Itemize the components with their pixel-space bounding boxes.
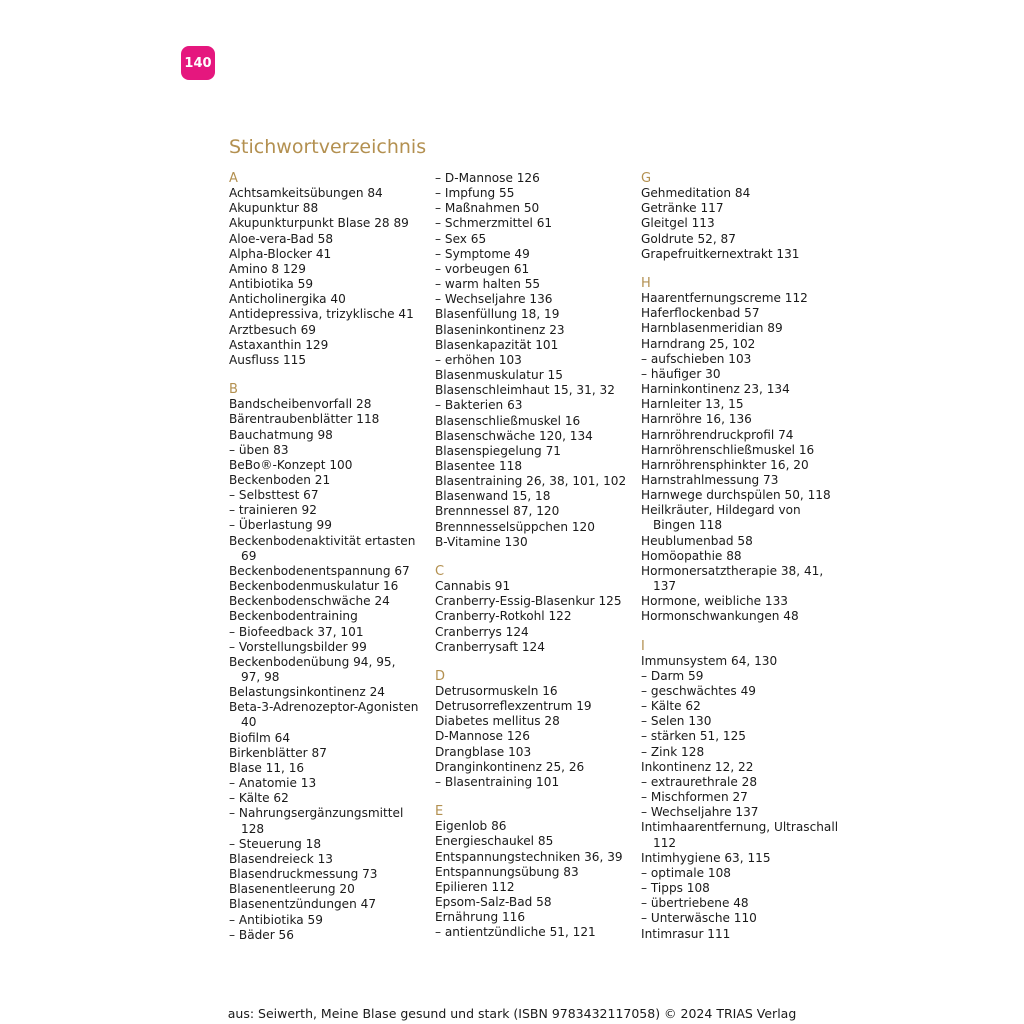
index-entry: Ausfluss 115 xyxy=(229,352,307,367)
index-entry: – Tipps 108 xyxy=(641,881,710,896)
index-entry: – Schmerzmittel 61 xyxy=(435,216,553,231)
index-entry: Alpha-Blocker 41 xyxy=(229,246,332,261)
index-entry: Intimrasur 111 xyxy=(641,926,731,941)
index-entry: – optimale 108 xyxy=(641,865,731,880)
index-entry: Biofilm 64 xyxy=(229,730,291,745)
index-entry: Cranberrysaft 124 xyxy=(435,639,545,654)
index-entry: Blasenfüllung 18, 19 xyxy=(435,307,560,322)
index-entry: Antibiotika 59 xyxy=(229,277,314,292)
index-entry: Entspannungstechniken 36, 39 xyxy=(435,849,623,864)
index-entry: – warm halten 55 xyxy=(435,277,541,292)
index-entry: Harnröhre 16, 136 xyxy=(641,412,752,427)
index-entry: – Selen 130 xyxy=(641,714,712,729)
index-entry: Dranginkontinenz 25, 26 xyxy=(435,759,585,774)
index-entry: – Nahrungsergänzungsmittel xyxy=(229,806,404,821)
index-entry: – Darm 59 xyxy=(641,668,704,683)
index-entry: Hormonersatztherapie 38, 41, xyxy=(641,563,824,578)
index-entry: Epsom-Salz-Bad 58 xyxy=(435,895,552,910)
index-entry: Beckenboden 21 xyxy=(229,472,331,487)
index-entry: Heilkräuter, Hildegard von xyxy=(641,503,801,518)
index-entry: Blasenschleimhaut 15, 31, 32 xyxy=(435,383,615,398)
section-letter: A xyxy=(229,171,238,186)
index-entry: Cranberrys 124 xyxy=(435,624,529,639)
index-entry: Entspannungsübung 83 xyxy=(435,864,579,879)
source-footer: aus: Seiwerth, Meine Blase gesund und stark (ISBN 9783432117058) © 2024 TRIAS Verlag xyxy=(227,1006,797,1021)
index-entry: Ernährung 116 xyxy=(435,910,526,925)
index-entry: – Bäder 56 xyxy=(229,927,294,942)
index-column-3 xyxy=(641,171,839,942)
page-title: Stichwortverzeichnis xyxy=(229,136,427,158)
index-entry: Anticholinergika 40 xyxy=(229,292,346,307)
index-entry: Blaseninkontinenz 23 xyxy=(435,322,565,337)
index-entry: Gehmeditation 84 xyxy=(641,186,751,201)
index-entry: Blasenkapazität 101 xyxy=(435,337,559,352)
index-entry: – Mischformen 27 xyxy=(641,790,748,805)
index-entry: – trainieren 92 xyxy=(229,503,317,518)
index-entry: Blasenspiegelung 71 xyxy=(435,443,561,458)
section-letter: G xyxy=(641,171,652,186)
index-entry: – Überlastung 99 xyxy=(229,518,332,533)
index-entry: – Vorstellungsbilder 99 xyxy=(229,639,367,654)
index-entry: Bauchatmung 98 xyxy=(229,427,333,442)
section-letter: B xyxy=(229,382,238,398)
section-gap xyxy=(229,368,419,382)
index-entry: Harnröhrendruckprofil 74 xyxy=(641,427,794,442)
index-entry: – Impfung 55 xyxy=(435,186,515,201)
index-entry: Brennnesselsüppchen 120 xyxy=(435,519,595,534)
index-entry: Achtsamkeitsübungen 84 xyxy=(229,186,383,201)
index-entry: – Kälte 62 xyxy=(641,699,701,714)
index-entry: Akupunkturpunkt Blase 28 89 xyxy=(229,216,409,231)
index-entry: – antientzündliche 51, 121 xyxy=(435,925,596,940)
index-entry: Amino 8 129 xyxy=(229,261,306,276)
index-entry: Grapefruitkernextrakt 131 xyxy=(641,246,800,261)
index-entry: Cannabis 91 xyxy=(435,579,511,594)
index-entry: – häufiger 30 xyxy=(641,366,721,381)
index-entry: – Sex 65 xyxy=(435,231,487,246)
index-entry: – Bakterien 63 xyxy=(435,398,523,413)
index-entry: – Biofeedback 37, 101 xyxy=(229,624,364,639)
index-entry: Heublumenbad 58 xyxy=(641,533,753,548)
index-entry: Blase 11, 16 xyxy=(229,760,305,775)
index-entry: – Wechseljahre 137 xyxy=(641,805,759,820)
index-entry-continuation: 40 xyxy=(241,715,257,730)
index-entry: BeBo®-Konzept 100 xyxy=(229,457,353,472)
index-entry: – Symptome 49 xyxy=(435,246,530,261)
index-entry-continuation: 112 xyxy=(653,835,677,850)
index-entry: Haarentfernungscreme 112 xyxy=(641,291,808,306)
index-entry: – Wechseljahre 136 xyxy=(435,292,553,307)
index-entry: – D-Mannose 126 xyxy=(435,171,540,185)
index-entry: Antidepressiva, trizyklische 41 xyxy=(229,307,414,322)
index-entry: Homöopathie 88 xyxy=(641,548,742,563)
index-entry: – Blasentraining 101 xyxy=(435,774,560,789)
index-entry: – Steuerung 18 xyxy=(229,836,322,851)
index-entry: Beckenbodenaktivität ertasten xyxy=(229,533,416,548)
index-entry: – Zink 128 xyxy=(641,744,705,759)
index-entry: – extraurethrale 28 xyxy=(641,774,758,789)
index-entry: Harnblasenmeridian 89 xyxy=(641,321,783,336)
section-gap xyxy=(435,550,625,564)
index-entry: Harnröhrenschließmuskel 16 xyxy=(641,442,815,457)
index-entry: Epilieren 112 xyxy=(435,879,515,894)
section-letter: D xyxy=(435,668,446,684)
index-entry: Goldrute 52, 87 xyxy=(641,231,736,246)
index-entry: Harnröhrensphinkter 16, 20 xyxy=(641,457,809,472)
index-entry: Drangblase 103 xyxy=(435,744,532,759)
index-entry: – Anatomie 13 xyxy=(229,776,317,791)
index-entry-continuation: 137 xyxy=(653,579,677,594)
index-entry: Blasentee 118 xyxy=(435,458,523,473)
index-entry: Intimhygiene 63, 115 xyxy=(641,850,771,865)
index-entry: – vorbeugen 61 xyxy=(435,261,530,276)
index-entry: Brennnessel 87, 120 xyxy=(435,504,560,519)
index-entry: Immunsystem 64, 130 xyxy=(641,653,778,668)
index-entry: Harndrang 25, 102 xyxy=(641,336,756,351)
page-number-badge: 140 xyxy=(181,46,215,80)
index-entry: Eigenlob 86 xyxy=(435,819,507,834)
index-entry: Harninkontinenz 23, 134 xyxy=(641,382,790,397)
index-entry: B-Vitamine 130 xyxy=(435,534,528,549)
index-entry: Diabetes mellitus 28 xyxy=(435,714,560,729)
index-entry: Intimhaarentfernung, Ultraschall xyxy=(641,820,839,835)
index-entry: Blasendruckmessung 73 xyxy=(229,867,378,882)
index-entry: Cranberry-Essig-Blasenkur 125 xyxy=(435,594,622,609)
index-entry: Akupunktur 88 xyxy=(229,201,319,216)
index-column-2 xyxy=(435,171,625,941)
index-entry-continuation: 69 xyxy=(241,548,257,563)
index-entry: Astaxanthin 129 xyxy=(229,337,329,352)
index-entry: Beckenbodenschwäche 24 xyxy=(229,594,390,609)
index-entry: Getränke 117 xyxy=(641,201,724,216)
index-entry: Cranberry-Rotkohl 122 xyxy=(435,609,572,624)
section-gap xyxy=(641,262,831,276)
index-entry-continuation: Bingen 118 xyxy=(653,518,723,533)
index-entry: Blasenwand 15, 18 xyxy=(435,489,551,504)
index-entry: Beckenbodenmuskulatur 16 xyxy=(229,579,399,594)
index-entry: Blasenschwäche 120, 134 xyxy=(435,428,593,443)
index-entry-continuation: 97, 98 xyxy=(241,670,280,684)
index-entry: Beckenbodenübung 94, 95, xyxy=(229,654,396,669)
index-entry: Gleitgel 113 xyxy=(641,216,715,231)
index-column-1 xyxy=(229,171,419,943)
section-letter: I xyxy=(641,638,645,654)
index-entry: Harnstrahlmessung 73 xyxy=(641,472,779,487)
index-entry: Beta-3-Adrenozeptor-Agonisten xyxy=(229,700,419,715)
index-entry: Aloe-vera-Bad 58 xyxy=(229,231,334,246)
index-entry: Beckenbodentraining xyxy=(229,609,358,624)
index-entry: Detrusormuskeln 16 xyxy=(435,684,558,698)
index-entry-continuation: 128 xyxy=(241,821,265,836)
index-entry: – geschwächtes 49 xyxy=(641,684,756,698)
section-letter: C xyxy=(435,563,445,579)
index-entry: Bandscheibenvorfall 28 xyxy=(229,397,372,412)
index-entry: – aufschieben 103 xyxy=(641,351,752,366)
index-entry: – Antibiotika 59 xyxy=(229,912,323,927)
index-entry: Hormonschwankungen 48 xyxy=(641,609,799,624)
index-entry: Harnleiter 13, 15 xyxy=(641,397,744,412)
index-entry: Inkontinenz 12, 22 xyxy=(641,759,754,774)
section-gap xyxy=(435,655,625,669)
index-entry: Blasenmuskulatur 15 xyxy=(435,368,563,383)
index-entry: Beckenbodenentspannung 67 xyxy=(229,563,410,578)
index-entry: – üben 83 xyxy=(229,442,289,457)
section-letter: E xyxy=(435,804,444,820)
index-entry: Bärentraubenblätter 118 xyxy=(229,412,380,427)
section-gap xyxy=(435,790,625,804)
index-entry: Birkenblätter 87 xyxy=(229,745,327,760)
index-entry: Belastungsinkontinenz 24 xyxy=(229,685,385,700)
section-gap xyxy=(641,625,831,639)
index-entry: – Kälte 62 xyxy=(229,791,289,806)
index-entry: Harnwege durchspülen 50, 118 xyxy=(641,488,831,503)
section-letter: H xyxy=(641,275,651,291)
index-entry: – Selbsttest 67 xyxy=(229,488,319,503)
index-entry: – stärken 51, 125 xyxy=(641,729,746,744)
index-entry: D-Mannose 126 xyxy=(435,729,530,744)
index-entry: Blasentraining 26, 38, 101, 102 xyxy=(435,474,627,489)
index-entry: Detrusorreflexzentrum 19 xyxy=(435,699,592,714)
index-entry: Blasenentleerung 20 xyxy=(229,882,355,897)
index-entry: – erhöhen 103 xyxy=(435,352,522,367)
index-entry: Arztbesuch 69 xyxy=(229,322,316,337)
index-entry: Blasenentzündungen 47 xyxy=(229,897,377,912)
index-entry: Haferflockenbad 57 xyxy=(641,306,760,321)
index-entry: – Unterwäsche 110 xyxy=(641,911,757,926)
index-entry: – Maßnahmen 50 xyxy=(435,201,540,216)
index-entry: Energieschaukel 85 xyxy=(435,834,554,849)
index-entry: – übertriebene 48 xyxy=(641,896,749,911)
index-entry: Blasenschließmuskel 16 xyxy=(435,413,581,428)
index-entry: Hormone, weibliche 133 xyxy=(641,594,788,609)
index-entry: Blasendreieck 13 xyxy=(229,851,333,866)
